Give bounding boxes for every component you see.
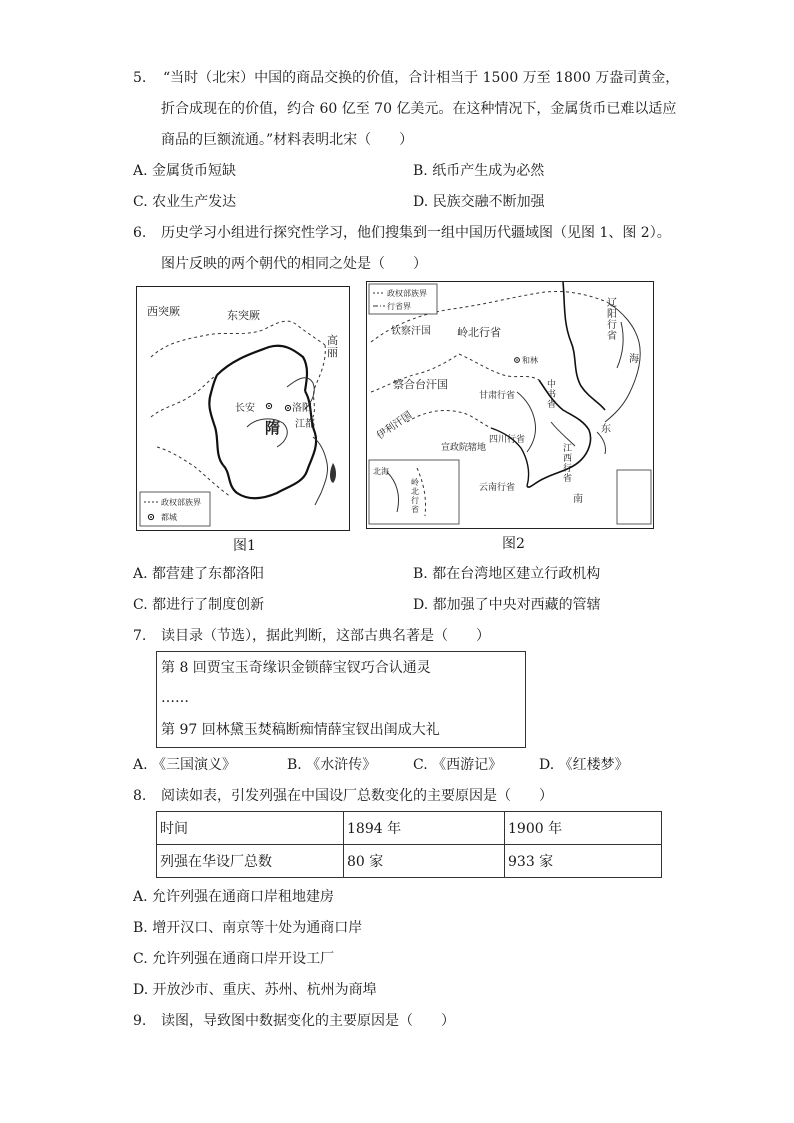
fig2-legend-boundary: 政权部族界 — [387, 289, 427, 298]
fig2-label-helin: 和林 — [522, 356, 538, 365]
q8-option-b[interactable]: B. 增开汉口、南京等十处为通商口岸 — [133, 920, 363, 936]
fig1-label-west-turks: 西突厥 — [147, 305, 180, 318]
table-row — [157, 812, 662, 845]
fig2-label-liaoyang: 辽阳行省 — [607, 298, 617, 342]
q8-option-c[interactable]: C. 允许列强在通商口岸开设工厂 — [133, 951, 335, 967]
q6-option-d[interactable]: D. 都加强了中央对西藏的管辖 — [413, 597, 601, 613]
fig2-label-zhongshu: 中书省 — [547, 380, 557, 410]
fig1-legend-boundary: 政权部族界 — [161, 498, 201, 507]
fig1-label-jiangdu: 江都 — [295, 419, 315, 430]
q7-toc-line-1: 第 8 回贾宝玉奇缘识金锁薛宝钗巧合认通灵 — [161, 660, 431, 676]
q7-number: 7. — [133, 628, 147, 644]
fig2-label-lingbei-small: 岭北行省 — [411, 478, 419, 514]
table-header-cell: 时间 — [157, 812, 344, 845]
fig1-label-luoyang: 洛阳 — [292, 403, 312, 414]
fig2-label-lingbei: 岭北行省 — [457, 326, 501, 339]
fig1-label-changan: 长安 — [235, 403, 255, 414]
fig1-legend-capital: 都城 — [161, 513, 177, 522]
q7-toc-line-2: 第 97 回林黛玉焚稿断痴情薛宝钗出闺成大礼 — [161, 722, 440, 738]
q8-option-a[interactable]: A. 允许列强在通商口岸租地建房 — [133, 889, 335, 905]
q6-option-b[interactable]: B. 都在台湾地区建立行政机构 — [413, 566, 601, 582]
q7-option-c[interactable]: C. 《西游记》 — [413, 757, 503, 773]
fig2-label-yunnan: 云南行省 — [479, 483, 516, 493]
fig2-label-north-sea: 北海 — [373, 467, 389, 476]
q5-stem-line2: 折合成现在的价值，约合 60 亿至 70 亿美元。在这种情况下，金属货币已难以适应 — [161, 101, 677, 117]
q5-number: 5. — [133, 70, 147, 86]
q9-stem: 读图，导致图中数据变化的主要原因是（ ） — [161, 1013, 455, 1029]
sui-map-drawing — [137, 287, 349, 530]
q7-toc-box — [156, 651, 526, 748]
q5-option-d[interactable]: D. 民族交融不断加强 — [413, 194, 545, 210]
q8-option-d[interactable]: D. 开放沙市、重庆、苏州、杭州为商埠 — [133, 982, 377, 998]
fig2-label-jiangxi: 江西行省 — [563, 444, 573, 484]
q5-option-c[interactable]: C. 农业生产发达 — [133, 194, 237, 210]
fig2-label-xuanzheng: 宣政院辖地 — [441, 443, 487, 453]
q5-option-b[interactable]: B. 纸币产生成为必然 — [413, 163, 545, 179]
fig2-label-south: 南 — [573, 494, 583, 505]
figure-1-caption: 图1 — [233, 538, 256, 554]
q7-option-b[interactable]: B. 《水浒传》 — [287, 757, 377, 773]
table-header-cell: 1900 年 — [505, 812, 662, 845]
q7-option-a[interactable]: A. 《三国演义》 — [133, 757, 237, 773]
figure-2-caption: 图2 — [502, 536, 525, 552]
q7-option-d[interactable]: D. 《红楼梦》 — [539, 757, 629, 773]
fig2-label-sea: 海 — [629, 354, 639, 365]
q7-toc-ellipsis: …… — [161, 690, 189, 706]
figure-1-sui-map — [136, 286, 350, 531]
q9-number: 9. — [133, 1013, 147, 1029]
table-cell: 80 家 — [344, 845, 505, 878]
q6-option-c[interactable]: C. 都进行了制度创新 — [133, 597, 265, 613]
q6-option-a[interactable]: A. 都营建了东都洛阳 — [133, 566, 265, 582]
table-cell: 列强在华设厂总数 — [157, 845, 344, 878]
fig2-legend-province: 行省界 — [387, 302, 411, 311]
fig2-label-gansu: 甘肃行省 — [479, 391, 516, 401]
fig1-label-east-turks: 东突厥 — [227, 309, 260, 322]
q8-number: 8. — [133, 788, 147, 804]
fig2-label-ilkhan: 伊利汗国 — [375, 409, 415, 442]
fig2-label-qincha: 钦察汗国 — [391, 326, 431, 337]
q8-data-table — [156, 811, 662, 878]
fig1-label-goguryeo: 高丽 — [327, 334, 338, 359]
q6-number: 6. — [133, 225, 147, 241]
table-header-cell: 1894 年 — [344, 812, 505, 845]
q6-stem-line2: 图片反映的两个朝代的相同之处是（ ） — [161, 256, 427, 272]
fig2-label-chagatai: 察合台汗国 — [393, 378, 448, 391]
table-row — [157, 845, 662, 878]
figure-2-yuan-map — [366, 281, 654, 529]
fig1-label-sui: 隋 — [265, 419, 281, 437]
q5-stem-line1: “当时（北宋）中国的商品交换的价值，合计相当于 1500 万至 1800 万盎司黄金， — [163, 70, 680, 86]
table-cell: 933 家 — [505, 845, 662, 878]
q7-stem: 读目录（节选），据此判断，这部古典名著是（ ） — [161, 628, 490, 644]
fig2-label-sichuan: 四川行省 — [489, 435, 526, 445]
q5-option-a[interactable]: A. 金属货币短缺 — [133, 163, 237, 179]
fig2-label-east: 东 — [601, 424, 611, 435]
q8-stem: 阅读如表，引发列强在中国设厂总数变化的主要原因是（ ） — [161, 788, 553, 804]
q5-stem-line3: 商品的巨额流通。”材料表明北宋（ ） — [161, 132, 414, 148]
q6-stem-line1: 历史学习小组进行探究性学习，他们搜集到一组中国历代疆域图（见图 1、图 2）。 — [161, 225, 671, 241]
